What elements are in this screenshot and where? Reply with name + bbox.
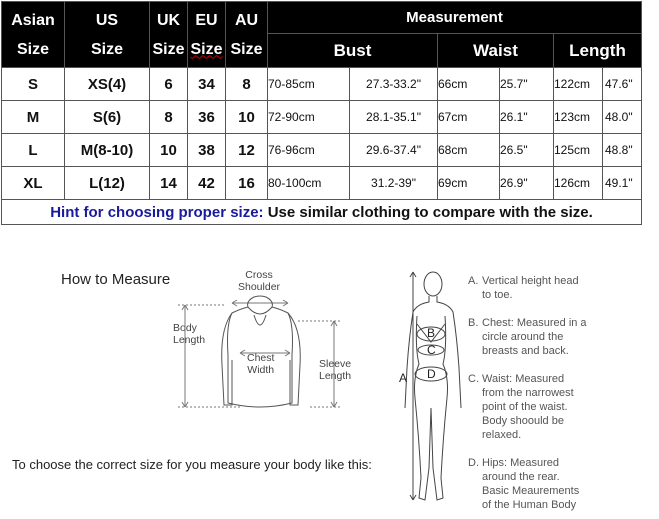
- cell-waist-cm: 69cm: [438, 167, 500, 200]
- sleeve-length-label: Sleeve Length: [319, 358, 352, 382]
- cell-length-in: 48.8": [603, 134, 642, 167]
- cell-us: XS(4): [65, 68, 150, 101]
- cell-bust-cm: 72-90cm: [268, 101, 350, 134]
- cell-waist-in: 26.5": [500, 134, 554, 167]
- cell-bust-in: 29.6-37.4": [350, 134, 438, 167]
- cell-bust-cm: 76-96cm: [268, 134, 350, 167]
- header-uk-size: UK Size: [150, 2, 188, 68]
- cell-waist-in: 26.9": [500, 167, 554, 200]
- cell-eu: 36: [188, 101, 226, 134]
- hint-label: Hint for choosing proper size:: [50, 203, 264, 221]
- body-letter-d: D: [427, 367, 436, 381]
- cell-asian: M: [2, 101, 65, 134]
- cell-length-cm: 125cm: [554, 134, 603, 167]
- cell-waist-in: 26.1": [500, 101, 554, 134]
- garment-illustration: [170, 285, 360, 420]
- cross-shoulder-label: Cross Shoulder: [238, 269, 281, 293]
- cell-asian: L: [2, 134, 65, 167]
- header-bust: Bust: [268, 34, 438, 68]
- table-row: [2, 167, 642, 200]
- chest-width-label: Chest Width: [247, 352, 275, 376]
- body-length-label: Body Length: [173, 322, 206, 346]
- legend-d: D. Hips: Measured around the rear. Basic Meaurements of the Human Body: [468, 457, 580, 511]
- table-row: [2, 134, 642, 167]
- cell-bust-in: 27.3-33.2": [350, 68, 438, 101]
- cell-uk: 6: [150, 68, 188, 101]
- cell-asian: S: [2, 68, 65, 101]
- cell-au: 8: [226, 68, 268, 101]
- cell-eu: 34: [188, 68, 226, 101]
- cell-uk: 8: [150, 101, 188, 134]
- cell-us: L(12): [65, 167, 150, 200]
- header-au-size: AU Size: [226, 2, 268, 68]
- header-eu-size: EU Size: [188, 2, 226, 68]
- cell-length-in: 47.6": [603, 68, 642, 101]
- cell-au: 16: [226, 167, 268, 200]
- legend-a: A. Vertical height head to toe.: [468, 275, 579, 301]
- cell-waist-cm: 67cm: [438, 101, 500, 134]
- hint-text: Use similar clothing to compare with the size.: [263, 203, 593, 221]
- how-to-measure-title: How to Measure: [61, 271, 171, 288]
- cell-au: 10: [226, 101, 268, 134]
- hint-row: [2, 200, 642, 225]
- header-asian-size: Asian Size: [2, 2, 65, 68]
- size-chart-table: [1, 1, 642, 225]
- cell-eu: 42: [188, 167, 226, 200]
- header-us-size: US Size: [65, 2, 150, 68]
- header-waist: Waist: [438, 34, 554, 68]
- cell-length-in: 49.1": [603, 167, 642, 200]
- cell-length-in: 48.0": [603, 101, 642, 134]
- cell-uk: 10: [150, 134, 188, 167]
- cell-waist-in: 25.7": [500, 68, 554, 101]
- cell-bust-in: 31.2-39": [350, 167, 438, 200]
- cell-us: S(6): [65, 101, 150, 134]
- cell-asian: XL: [2, 167, 65, 200]
- table-row: [2, 68, 642, 101]
- cell-length-cm: 123cm: [554, 101, 603, 134]
- cell-bust-in: 28.1-35.1": [350, 101, 438, 134]
- cell-bust-cm: 70-85cm: [268, 68, 350, 101]
- cell-eu: 38: [188, 134, 226, 167]
- choose-size-instruction: To choose the correct size for you measure your body like this:: [12, 457, 372, 472]
- cell-uk: 14: [150, 167, 188, 200]
- legend-b: B. Chest: Measured in a circle around the breasts and back.: [468, 317, 587, 357]
- hint-cell: [2, 200, 642, 225]
- cell-length-cm: 126cm: [554, 167, 603, 200]
- body-letter-a: A: [399, 371, 408, 385]
- body-silhouette: [395, 268, 465, 518]
- cell-length-cm: 122cm: [554, 68, 603, 101]
- body-letter-b: B: [427, 326, 436, 340]
- cell-bust-cm: 80-100cm: [268, 167, 350, 200]
- header-length: Length: [554, 34, 642, 68]
- table-row: [2, 101, 642, 134]
- legend-c: C. Waist: Measured from the narrowest point of the waist. Body shoould be relaxed.: [468, 373, 574, 441]
- cell-us: M(8-10): [65, 134, 150, 167]
- cell-au: 12: [226, 134, 268, 167]
- cell-waist-cm: 68cm: [438, 134, 500, 167]
- header-measurement: Measurement: [268, 2, 642, 34]
- cell-waist-cm: 66cm: [438, 68, 500, 101]
- body-letter-c: C: [427, 343, 436, 357]
